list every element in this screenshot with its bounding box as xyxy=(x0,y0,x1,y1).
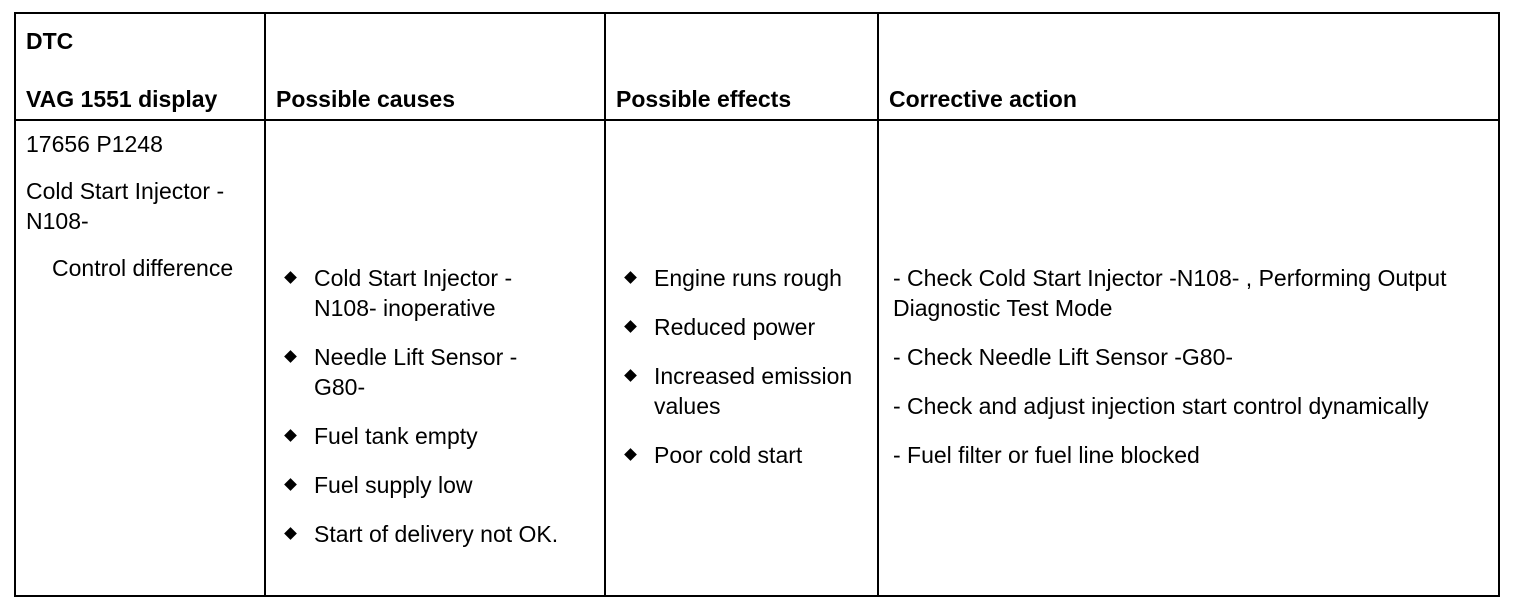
effect-text: Reduced power xyxy=(654,314,816,340)
list-item xyxy=(284,342,574,402)
diamond-bullet-icon xyxy=(284,429,297,442)
dtc-condition: Control difference xyxy=(52,255,234,281)
diamond-bullet-icon xyxy=(284,478,297,491)
effects-list xyxy=(624,263,854,489)
header-display-label: VAG 1551 display xyxy=(26,86,218,112)
effects-cell xyxy=(605,120,878,596)
list-item xyxy=(284,470,574,500)
cause-text: Fuel tank empty xyxy=(314,423,478,449)
list-item xyxy=(284,421,574,451)
list-item: - Check Cold Start Injector -N108- , Performing Output Diagnostic Test Mode xyxy=(893,265,1447,321)
table-header-row xyxy=(15,13,1499,120)
diamond-bullet-icon xyxy=(624,369,637,382)
header-action xyxy=(878,13,1499,120)
header-effects-label: Possible effects xyxy=(616,86,792,112)
diamond-bullet-icon xyxy=(284,271,297,284)
causes-cell xyxy=(265,120,605,596)
dtc-table xyxy=(14,12,1500,597)
list-item xyxy=(624,440,854,470)
header-dtc xyxy=(15,13,265,120)
action-cell xyxy=(878,120,1499,596)
list-item xyxy=(284,263,574,323)
header-causes xyxy=(265,13,605,120)
effect-text: Poor cold start xyxy=(654,442,803,468)
dtc-code: 17656 P1248 xyxy=(26,131,163,157)
effect-text: Engine runs rough xyxy=(654,265,842,291)
header-dtc-label: DTC xyxy=(26,28,74,54)
dtc-component: Cold Start Injector - N108- xyxy=(26,178,225,234)
cause-text: Needle Lift Sensor - G80- xyxy=(314,344,518,400)
dtc-cell xyxy=(15,120,265,596)
cause-text: Fuel supply low xyxy=(314,472,473,498)
list-item xyxy=(624,312,854,342)
diamond-bullet-icon xyxy=(624,320,637,333)
causes-list xyxy=(284,263,574,568)
list-item: - Check and adjust injection start control dynamically xyxy=(893,393,1429,419)
list-item xyxy=(624,361,854,421)
cause-text: Cold Start Injector - N108- inoperative xyxy=(314,265,513,321)
header-causes-label: Possible causes xyxy=(276,86,455,112)
list-item xyxy=(624,263,854,293)
diamond-bullet-icon xyxy=(284,350,297,363)
list-item: - Check Needle Lift Sensor -G80- xyxy=(893,344,1234,370)
header-action-label: Corrective action xyxy=(889,86,1077,112)
diamond-bullet-icon xyxy=(624,448,637,461)
effect-text: Increased emission values xyxy=(654,363,853,419)
table-row xyxy=(15,120,1499,596)
list-item: - Fuel filter or fuel line blocked xyxy=(893,442,1200,468)
diamond-bullet-icon xyxy=(624,271,637,284)
header-effects xyxy=(605,13,878,120)
cause-text: Start of delivery not OK. xyxy=(314,521,559,547)
diamond-bullet-icon xyxy=(284,527,297,540)
action-list xyxy=(893,263,1453,489)
list-item xyxy=(284,519,574,549)
